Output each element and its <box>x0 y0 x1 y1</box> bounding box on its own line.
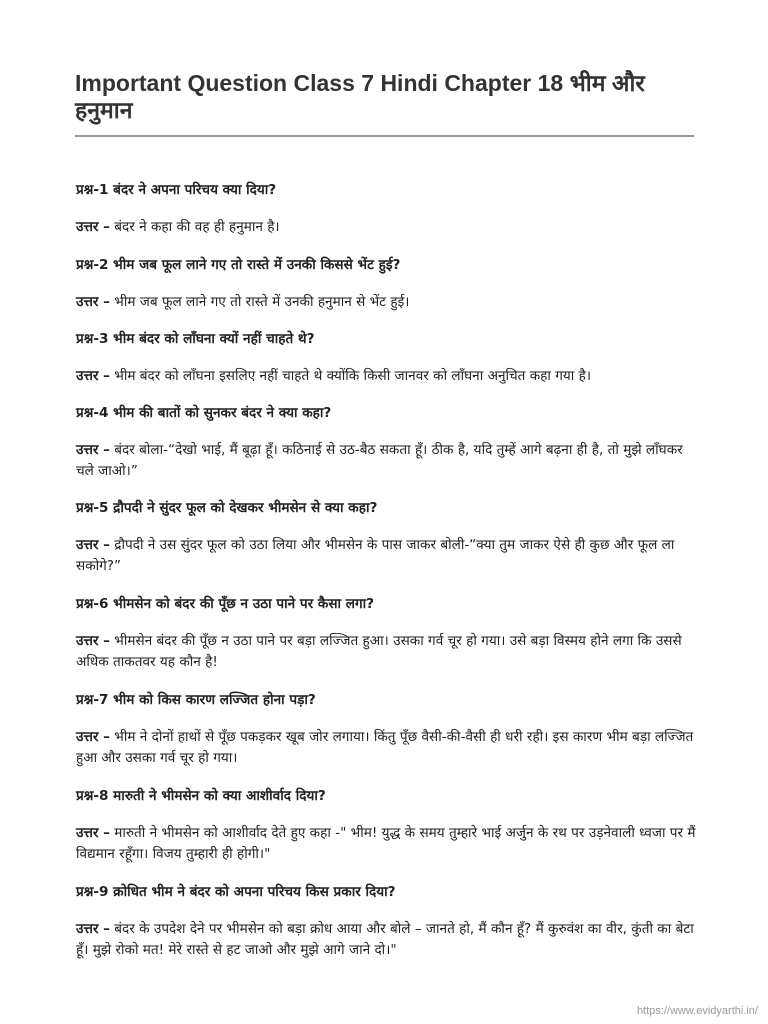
answer-label: उत्तर – <box>76 368 110 384</box>
answer-text: द्रौपदी ने उस सुंदर फूल को उठा लिया और भीमसेन के पास जाकर बोली-“क्या तुम जाकर ऐसे ही कुछ और फूल ला सकोगे?” <box>76 537 675 574</box>
answer-label: उत्तर – <box>76 442 110 458</box>
qa-item-8 <box>76 786 701 865</box>
qa-item-2 <box>76 255 701 313</box>
qa-item-9 <box>76 882 701 961</box>
answer-label: उत्तर – <box>76 921 110 937</box>
qa-item-4 <box>76 403 701 482</box>
answer-label: उत्तर – <box>76 219 110 235</box>
answer-text: बंदर बोला-“देखो भाई, मैं बूढ़ा हूँ। कठिनाई से उठ-बैठ सकता हूँ। ठीक है, यदि तुम्हें आगे बढ़ना ही है, तो मुझे लाँघकर चले जाओ।” <box>76 442 683 479</box>
question-9: प्रश्न-9 क्रोधित भीम ने बंदर को अपना परिचय किस प्रकार दिया? <box>76 884 396 900</box>
qa-item-1 <box>76 180 701 238</box>
answer-label: उत्तर – <box>76 825 110 841</box>
answer-6 <box>76 631 701 673</box>
qa-item-6 <box>76 594 701 673</box>
question-2: प्रश्न-2 भीम जब फूल लाने गए तो रास्ते में उनकी किससे भेंट हुई? <box>76 257 401 273</box>
question-5: प्रश्न-5 द्रौपदी ने सुंदर फूल को देखकर भीमसेन से क्या कहा? <box>76 500 378 516</box>
qa-item-7 <box>76 690 701 769</box>
answer-text: भीम जब फूल लाने गए तो रास्ते में उनकी हनुमान से भेंट हुई। <box>114 294 410 310</box>
answer-4 <box>76 440 701 482</box>
source-url: https://www.evidyarthi.in/ <box>636 1005 758 1017</box>
answer-7 <box>76 727 701 769</box>
answer-3 <box>76 366 701 387</box>
cut-off-next-question <box>76 964 506 970</box>
answer-text: बंदर ने कहा की वह ही हनुमान है। <box>114 219 280 235</box>
answer-1 <box>76 217 701 238</box>
question-6: प्रश्न-6 भीमसेन को बंदर की पूँछ न उठा पाने पर कैसा लगा? <box>76 596 375 612</box>
question-4: प्रश्न-4 भीम की बातों को सुनकर बंदर ने क्या कहा? <box>76 405 332 421</box>
question-1: प्रश्न-1 बंदर ने अपना परिचय क्या दिया? <box>76 182 277 198</box>
answer-text: भीमसेन बंदर की पूँछ न उठा पाने पर बड़ा लज्जित हुआ। उसका गर्व चूर हो गया। उसे बड़ा विस्मय होने लगा कि उससे अधिक ताकतवर यह कौन है! <box>76 633 682 670</box>
qa-item-5 <box>76 498 701 577</box>
answer-label: उत्तर – <box>76 537 110 553</box>
answer-text: भीम बंदर को लाँघना इसलिए नहीं चाहते थे क्योंकि किसी जानवर को लाँघना अनुचित कहा गया है। <box>114 368 591 384</box>
answer-label: उत्तर – <box>76 294 110 310</box>
answer-5 <box>76 535 701 577</box>
question-8: प्रश्न-8 मारुती ने भीमसेन को क्या आशीर्वाद दिया? <box>76 788 326 804</box>
answer-8 <box>76 823 701 865</box>
answer-text: मारुती ने भीमसेन को आशीर्वाद देते हुए कहा -" भीम! युद्ध के समय तुम्हारे भाई अर्जुन के रथ पर उड़नेवाली ध्वजा पर मैं विद्यमान रहूँगा। विजय तुम्हारी ही होगी।" <box>76 825 696 862</box>
answer-label: उत्तर – <box>76 729 110 745</box>
answer-2 <box>76 292 701 313</box>
answer-9 <box>76 919 701 961</box>
question-3: प्रश्न-3 भीम बंदर को लाँघना क्यों नहीं चाहते थे? <box>76 331 315 347</box>
question-7: प्रश्न-7 भीम को किस कारण लज्जित होना पड़ा? <box>76 692 316 708</box>
title-divider <box>75 135 694 137</box>
answer-text: बंदर के उपदेश देने पर भीमसेन को बड़ा क्रोध आया और बोले – जानते हो, मैं कौन हूँ? मैं कुरुवंश का वीर, कुंती का बेटा हूँ। मुझे रोको मत! मेरे रास्ते से हट जाओ और मुझे आगे जाने दो।" <box>76 921 694 958</box>
page-title: Important Question Class 7 Hindi Chapter 18 भीम और हनुमान <box>75 70 645 123</box>
answer-text: भीम ने दोनों हाथों से पूँछ पकड़कर खूब जोर लगाया। किंतु पूँछ वैसी-की-वैसी ही धरी रही। इस कारण भीम बड़ा लज्जित हुआ और उसका गर्व चूर हो गया। <box>76 729 694 766</box>
qa-item-3 <box>76 329 701 387</box>
answer-label: उत्तर – <box>76 633 110 649</box>
